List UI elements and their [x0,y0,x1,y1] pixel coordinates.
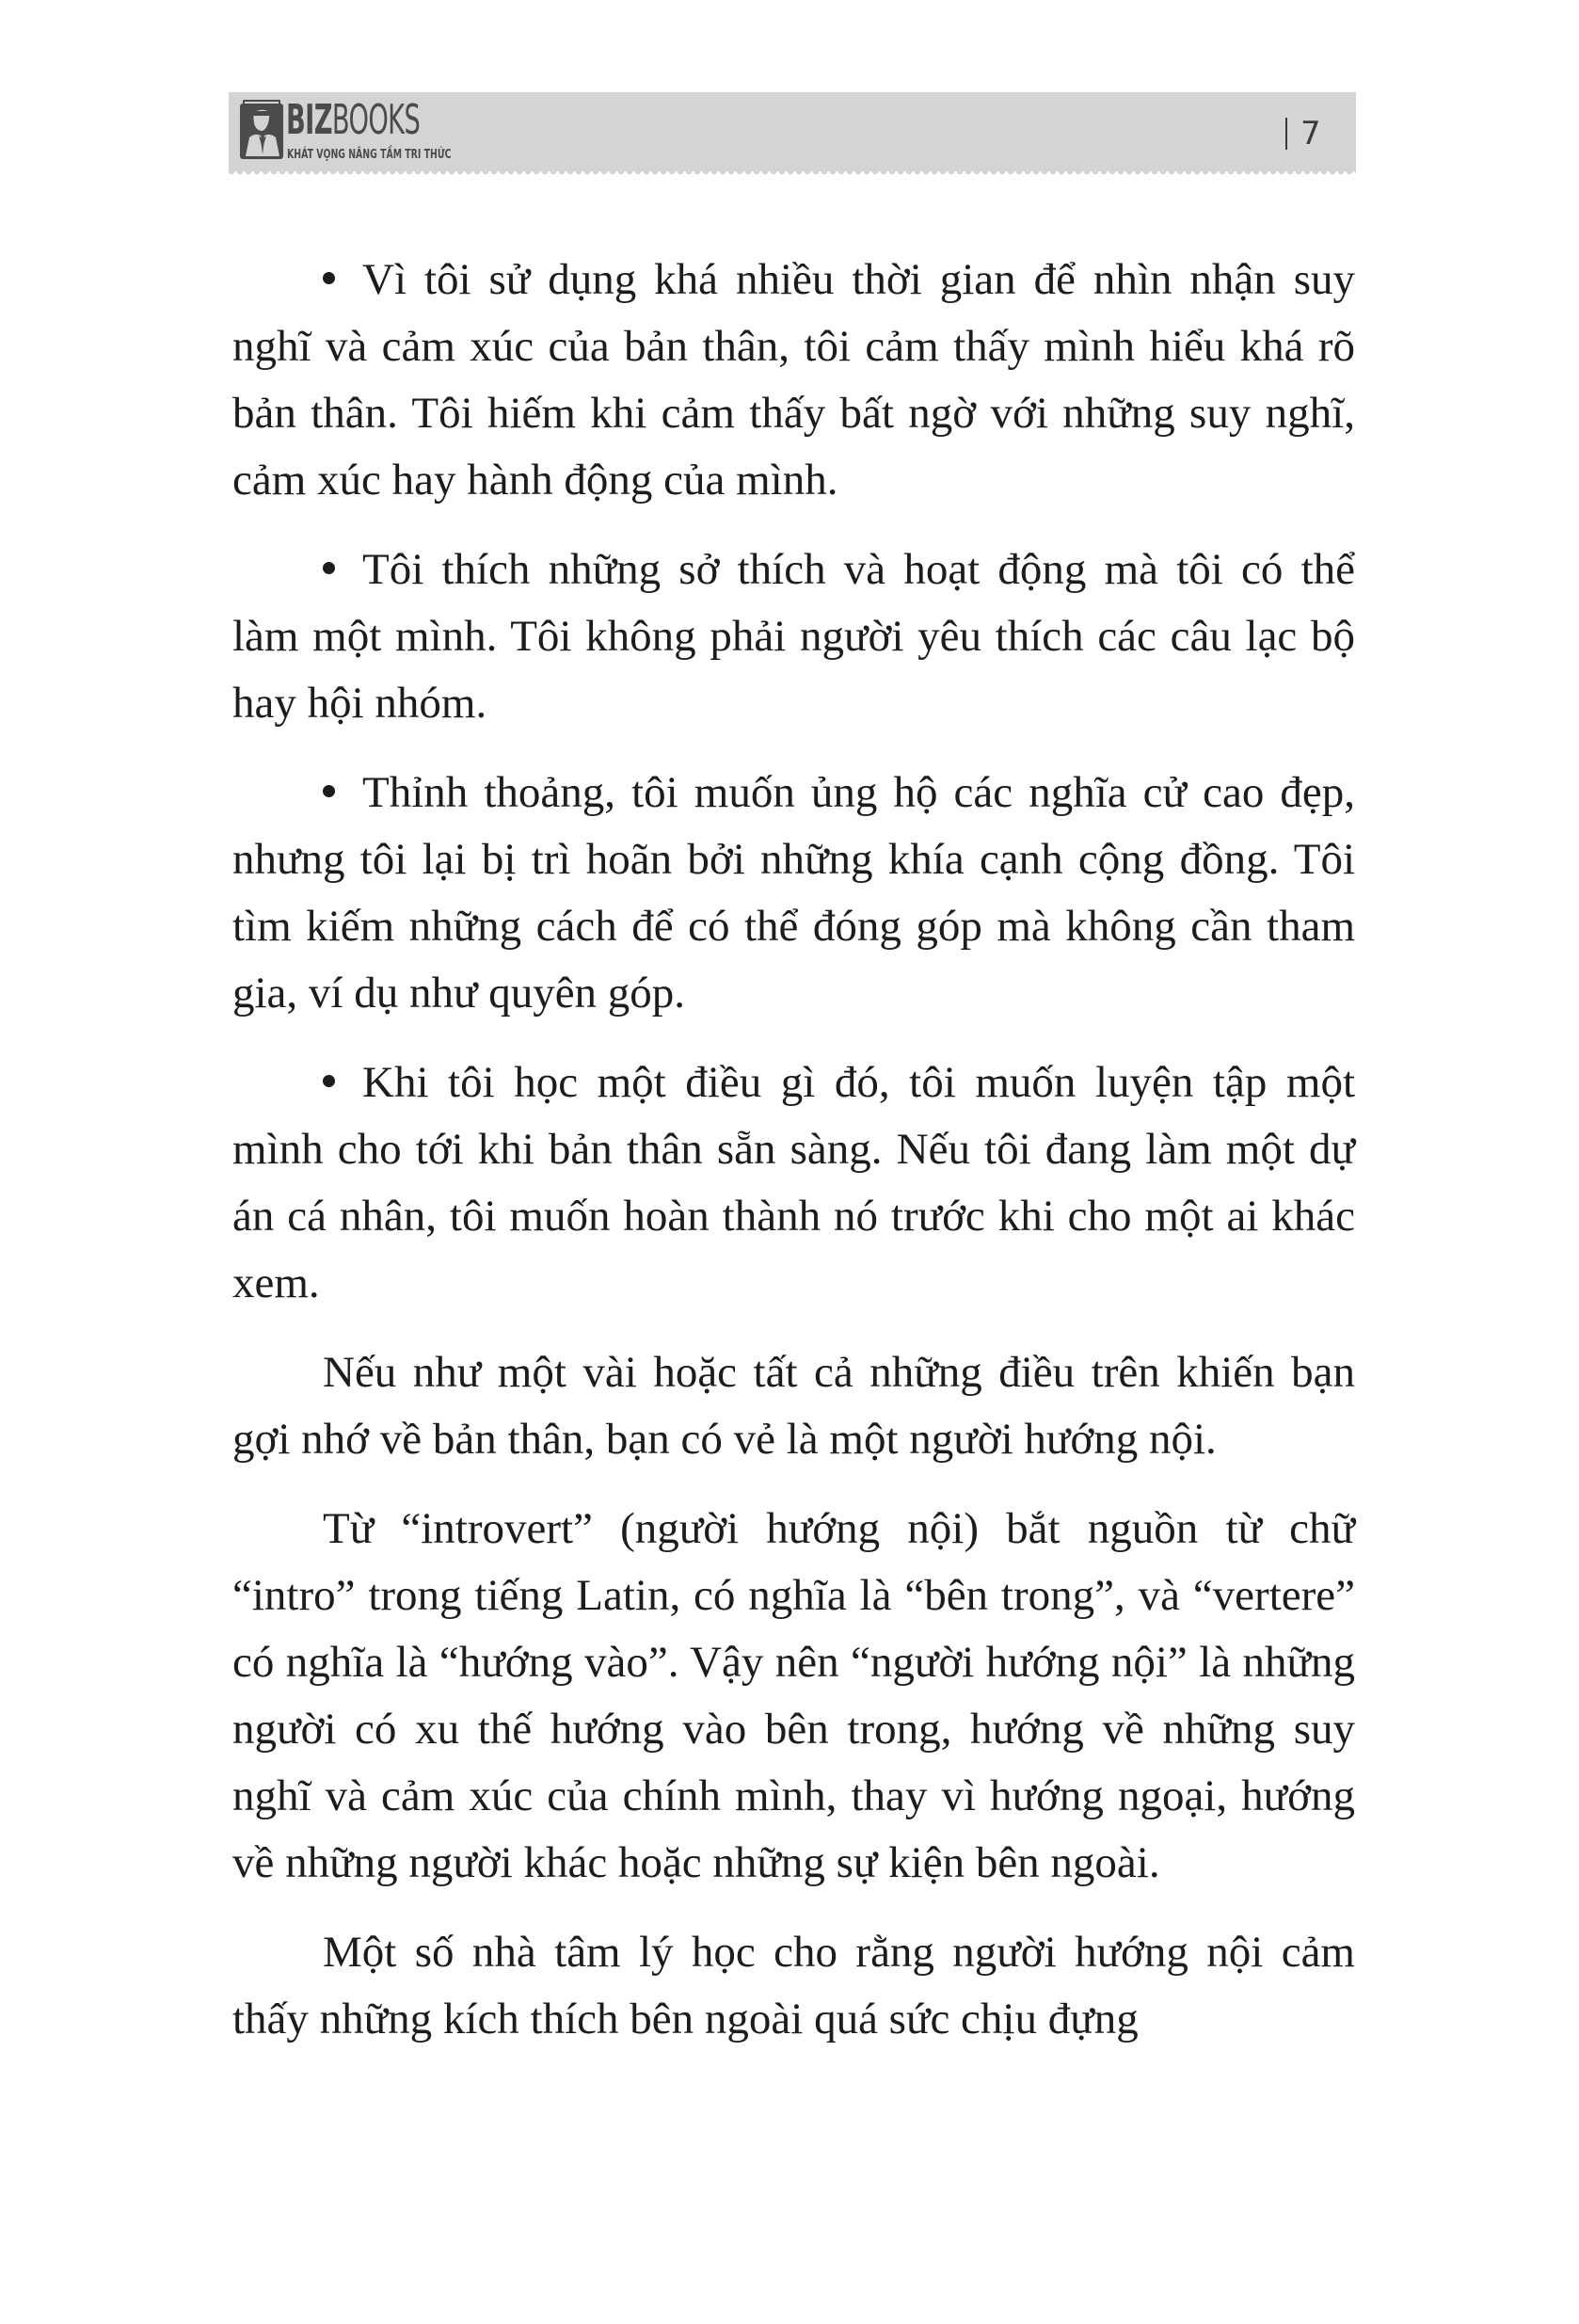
brand-name-prefix: BIZ [286,96,332,144]
bullet-paragraph [232,760,1355,1027]
paragraph-text: Vì tôi sử dụng khá nhiều thời gian để nhìn nhận suy nghĩ và cảm xúc của bản thân, tôi cảm thấy mình hiểu khá rõ bản thân. Tôi hiếm khi cảm thấy bất ngờ với những suy nghĩ, cảm xúc hay hành động của mình. [232,255,1355,505]
paragraph-text: Từ “introvert” (người hướng nội) bắt nguồn từ chữ “intro” trong tiếng Latin, có nghĩa là “bên trong”, và “vertere” có nghĩa là “hướng vào”. Vậy nên “người hướng nội” là những người có xu thế hướng vào bên trong, hướng về những suy nghĩ và cảm xúc của chính mình, thay vì hướng ngoại, hướng về những người khác hoặc những sự kiện bên ngoài. [232,1504,1355,1887]
bullet-icon [323,562,335,574]
bullet-paragraph [232,537,1355,737]
man-in-suit-logo-icon [240,100,283,159]
paragraph [232,1919,1355,2053]
page-number-value: 7 [1300,115,1321,152]
bullet-icon [323,272,335,284]
paragraph [232,1339,1355,1473]
bullet-paragraph [232,1050,1355,1317]
paragraph-text: Khi tôi học một điều gì đó, tôi muốn luyện tập một mình cho tới khi bản thân sẵn sàng. Nếu tôi đang làm một dự án cá nhân, tôi muốn hoàn thành nó trước khi cho một ai khác xem. [232,1058,1355,1307]
paragraph-text: Một số nhà tâm lý học cho rằng người hướng nội cảm thấy những kích thích bên ngoài quá sức chịu đựng [232,1928,1355,2044]
page-number-separator [1285,118,1287,150]
paragraph-text: Thỉnh thoảng, tôi muốn ủng hộ các nghĩa cử cao đẹp, nhưng tôi lại bị trì hoãn bởi những khía cạnh cộng đồng. Tôi tìm kiếm những cách để có thể đóng góp mà không cần tham gia, ví dụ như quyên góp. [232,768,1355,1018]
body-text [232,247,1355,2076]
paragraph [232,1496,1355,1897]
paragraph-text: Tôi thích những sở thích và hoạt động mà tôi có thể làm một mình. Tôi không phải người yêu thích các câu lạc bộ hay hội nhóm. [232,545,1355,728]
bullet-icon [323,1075,335,1087]
page-number [1285,115,1321,152]
header-scalloped-edge [229,171,1356,177]
paragraph-text: Nếu như một vài hoặc tất cả những điều trên khiến bạn gợi nhớ về bản thân, bạn có vẻ là một người hướng nội. [232,1348,1355,1464]
brand-name-suffix: BOOKS [331,96,421,144]
bullet-paragraph [232,247,1355,514]
brand-name [286,98,420,143]
bullet-icon [323,785,335,797]
brand-tagline: KHÁT VỌNG NÂNG TẦM TRI THỨC [287,148,452,162]
